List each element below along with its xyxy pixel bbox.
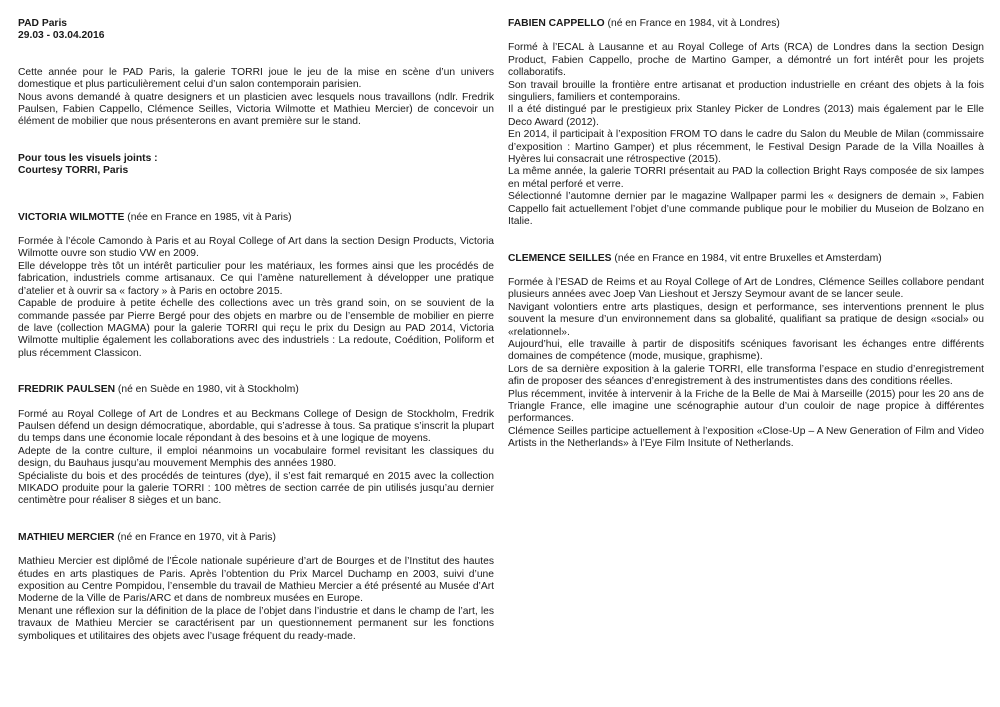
bio-paragraph: Sélectionné l’automne dernier par le magazine Wallpaper parmi les « designers de demain », Fabien Cappello fait actuellement l’objet d’une commande publique pour le mobilier du Museion de Bolzano en Italie. [508,191,984,228]
bio-paragraph: Spécialiste du bois et des procédés de teintures (dye), il s’est fait remarqué en 2015 avec la collection MIKADO produite pour la galerie TORRI : 100 mètres de section carrée de pin utilisés jusqu’au dernier centimètre pour réaliser 8 sièges et un banc. [18,470,494,507]
bio-paragraph: En 2014, il participait à l’exposition FROM TO dans le cadre du Salon du Meuble de Milan (commissaire d’exposition : Martino Gamper) et plus récemment, le Festival Design Parade de la Villa Noailles à Hyères lui consacrait une rétrospective (2015). [508,129,984,166]
bio-fredrik-paulsen [18,384,494,508]
event-title: PAD Paris [18,18,68,29]
designer-info: (née en France en 1984, vit entre Bruxelles et Amsterdam) [611,252,882,264]
credits-courtesy: Courtesy TORRI, Paris [18,165,129,177]
intro-paragraph: Nous avons demandé à quatre designers et un plasticien avec lesquels nous travaillons (ndlr. Fredrik Paulsen, Fabien Cappello, Clémence Seilles, Victoria Wilmotte et Mathieu Mercier) de concevoir un élément de mobilier que nous présenterons en avant première sur le stand. [18,91,494,128]
intro-paragraph: Cette année pour le PAD Paris, la galerie TORRI joue le jeu de la mise en scène d’un univers domestique et plus particulièrement celui d’un salon contemporain parisien. [18,66,494,91]
bio-heading [508,253,984,265]
bio-paragraph: Menant une réflexion sur la définition de la place de l’objet dans l’industrie et dans le champ de l’art, les travaux de Mathieu Mercier se caractérisent par un questionnement permanent sur les fonctions symboliques et utilitaires des objets avec l’usage fréquent du ready-made. [18,605,494,642]
bio-paragraph: Clémence Seilles participe actuellement à l’exposition «Close-Up – A New Generation of Film and Video Artists in the Netherlands» à l’Eye Film Insitute of Netherlands. [508,425,984,450]
bio-paragraph: Navigant volontiers entre arts plastiques, design et performance, ses interventions prennent le plus souvent la mesure d’un environnement dans sa globalité, qualifiant sa pratique de design «social» ou «relationnel». [508,301,984,338]
bio-heading [508,18,984,30]
bio-paragraph: Plus récemment, invitée à intervenir à la Friche de la Belle de Mai à Marseille (2015) pour les 20 ans de Triangle France, elle imagine une scénographie autour d’un couloir de nage propice à différentes performances. [508,388,984,425]
designer-info: (né en France en 1984, vit à Londres) [604,18,780,29]
designer-info: (né en Suède en 1980, vit à Stockholm) [115,384,299,396]
bio-paragraph: Il a été distingué par le prestigieux prix Stanley Picker de Londres (2013) mais également par le Elle Deco Award (2012). [508,104,984,128]
bio-paragraph: Formé à l’ECAL à Lausanne et au Royal College of Arts (RCA) de Londres dans la section Design Product, Fabien Cappello, proche de Martino Gamper, a démontré un fort intérêt pour les projets collaboratifs. [508,42,984,79]
right-column [508,18,984,451]
designer-name: CLEMENCE SEILLES [508,252,612,264]
bio-paragraph: La même année, la galerie TORRI présentait au PAD la collection Bright Rays composée de six lampes en métal perforé et verre. [508,166,984,190]
bio-paragraph: Aujourd’hui, elle travaille à partir de dispositifs scéniques favorisant les échanges entre différents domaines de compétence (mode, musique, graphisme). [508,338,984,363]
bio-paragraph: Son travail brouille la frontière entre artisanat et production industrielle en créant des objets à la fois singuliers, familiers et contemporains. [508,79,984,104]
bio-paragraph: Mathieu Mercier est diplômé de l’École nationale supérieure d’art de Bourges et de l’Institut des hautes études en arts plastiques de Paris. Après l’obtention du Prix Marcel Duchamp en 2003, suivi d’une exposition au Centre Pompidou, l’ensemble du travail de Mathieu Mercier a été présenté au Musée d’Art Moderne de la Ville de Paris/ARC et dans de nombreux musées en Europe. [18,556,494,605]
bio-fabien-cappello [508,18,984,229]
bio-heading [18,212,494,224]
designer-name: VICTORIA WILMOTTE [18,211,125,223]
bio-clemence-seilles [508,253,984,451]
bio-paragraph: Formée à l’école Camondo à Paris et au Royal College of Art dans la section Design Products, Victoria Wilmotte ouvre son studio VW en 2009. [18,236,494,260]
event-header [18,18,494,43]
designer-info: (né en France en 1970, vit à Paris) [114,531,276,543]
photo-credits [18,153,494,178]
bio-paragraph: Formée à l’ESAD de Reims et au Royal College of Art de Londres, Clémence Seilles collabore pendant plusieurs années avec Joep Van Lieshout et Jerszy Seymour avant de se lancer seule. [508,276,984,301]
bio-paragraph: Capable de produire à petite échelle des collections avec un très grand soin, on se souvient de la commande passée par Pierre Bergé pour des objets en marbre ou de l’ensemble de mobilier en pierre de lave (collection MAGMA) pour la galerie TORRI qui reçu le prix du Design au PAD 2014, Victoria Wilmotte multiplie également les collaborations avec des industriels : La redoute, Coédition, Poliform et plus récemment Classicon. [18,298,494,359]
bio-mathieu-mercier [18,532,494,643]
bio-victoria-wilmotte [18,212,494,360]
credits-label: Pour tous les visuels joints : [18,152,158,164]
left-column [18,18,494,643]
designer-name: FREDRIK PAULSEN [18,384,116,396]
bio-heading [18,532,494,544]
bio-heading [18,384,494,396]
designer-info: (née en France en 1985, vit à Paris) [124,211,292,223]
bio-paragraph: Formé au Royal College of Art de Londres et au Beckmans College of Design de Stockholm, Fredrik Paulsen défend un design démocratique, abordable, qui s’adresse à tous. Sa pratique s’inscrit la plupart du temps dans une économie locale répondant à des besoins et à une logique de moyens. [18,408,494,445]
bio-paragraph: Elle développe très tôt un intérêt particulier pour les matériaux, les formes ainsi que les procédés de fabrication, industriels comme artisanaux. Ce qui l’amène naturellement à développer une pratique d’atelier et à ouvrir sa « factory » à Paris en octobre 2015. [18,260,494,297]
bio-paragraph: Adepte de la contre culture, il emploi néanmoins un vocabulaire formel revisitant les classiques du design, du Bauhaus jusqu’au mouvement Memphis des années 1980. [18,445,494,470]
bio-paragraph: Lors de sa dernière exposition à la galerie TORRI, elle transforma l’espace en studio d’enregistrement afin de proposer des séances d’enregistrement à des instrumentistes dans des conditions réelles. [508,363,984,388]
intro-text [18,67,494,129]
designer-name: FABIEN CAPPELLO [508,18,605,29]
event-dates: 29.03 - 03.04.2016 [18,30,105,42]
designer-name: MATHIEU MERCIER [18,531,115,543]
